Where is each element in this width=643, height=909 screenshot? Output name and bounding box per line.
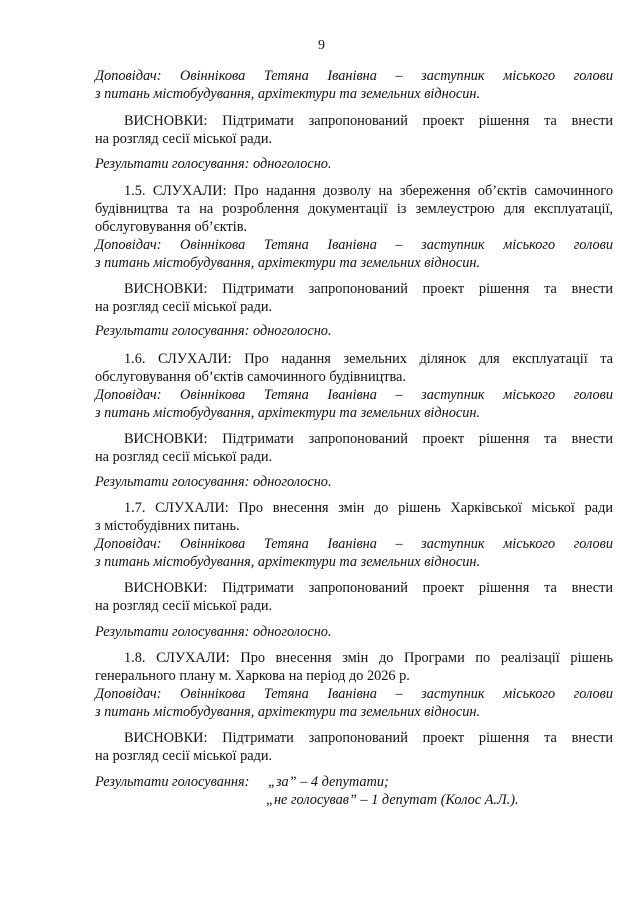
page-number: 9	[318, 38, 325, 53]
reporter-line-2: з питань містобудування, архітектури та земельних відносин.	[95, 86, 481, 102]
reporter-line-1: Доповідач: Овіннікова Тетяна Іванівна – заступник міського голови	[95, 536, 613, 552]
heard-1-6-line-2: обслуговування об’єктів самочинного будівництва.	[95, 369, 406, 385]
heard-1-8-line-1: 1.8. СЛУХАЛИ: Про внесення змін до Програми по реалізації рішень	[124, 650, 613, 666]
heard-1-6-line-1: 1.6. СЛУХАЛИ: Про надання земельних ділянок для експлуатації та	[124, 351, 613, 367]
reporter-line-1: Доповідач: Овіннікова Тетяна Іванівна – заступник міського голови	[95, 686, 613, 702]
heard-1-5-line-2: будівництва та на розроблення документації із землеустрою для експлуатації,	[95, 201, 613, 217]
conclusion-line-1: ВИСНОВКИ: Підтримати запропонований проект рішення та внести	[124, 431, 613, 447]
vote-result: Результати голосування: одноголосно.	[95, 156, 332, 172]
vote-result: Результати голосування: одноголосно.	[95, 323, 332, 339]
conclusion-line-1: ВИСНОВКИ: Підтримати запропонований проект рішення та внести	[124, 730, 613, 746]
heard-1-7-line-1: 1.7. СЛУХАЛИ: Про внесення змін до рішень Харківської міської ради	[124, 500, 613, 516]
reporter-line-1: Доповідач: Овіннікова Тетяна Іванівна – заступник міського голови	[95, 387, 613, 403]
reporter-line-2: з питань містобудування, архітектури та земельних відносин.	[95, 405, 481, 421]
vote-result: Результати голосування: одноголосно.	[95, 624, 332, 640]
conclusion-line-2: на розгляд сесії міської ради.	[95, 299, 273, 315]
heard-1-5-line-3: обслуговування об’єктів.	[95, 219, 248, 235]
reporter-line-2: з питань містобудування, архітектури та земельних відносин.	[95, 704, 481, 720]
conclusion-line-2: на розгляд сесії міської ради.	[95, 131, 273, 147]
reporter-line-1: Доповідач: Овіннікова Тетяна Іванівна – заступник міського голови	[95, 68, 613, 84]
conclusion-line-1: ВИСНОВКИ: Підтримати запропонований проект рішення та внести	[124, 580, 613, 596]
final-vote-for: „за” – 4 депутати;	[268, 774, 389, 790]
reporter-line-1: Доповідач: Овіннікова Тетяна Іванівна – заступник міського голови	[95, 237, 613, 253]
heard-1-7-line-2: з містобудівних питань.	[95, 518, 240, 534]
reporter-line-2: з питань містобудування, архітектури та земельних відносин.	[95, 255, 481, 271]
conclusion-line-2: на розгляд сесії міської ради.	[95, 598, 273, 614]
vote-result: Результати голосування: одноголосно.	[95, 474, 332, 490]
conclusion-line-1: ВИСНОВКИ: Підтримати запропонований проект рішення та внести	[124, 281, 613, 297]
final-vote-not-voted: „не голосував” – 1 депутат (Колос А.Л.).	[266, 792, 519, 808]
heard-1-5-line-1: 1.5. СЛУХАЛИ: Про надання дозволу на збереження об’єктів самочинного	[124, 183, 613, 199]
reporter-line-2: з питань містобудування, архітектури та земельних відносин.	[95, 554, 481, 570]
conclusion-line-2: на розгляд сесії міської ради.	[95, 748, 273, 764]
heard-1-8-line-2: генерального плану м. Харкова на період до 2026 р.	[95, 668, 410, 684]
conclusion-line-1: ВИСНОВКИ: Підтримати запропонований проект рішення та внести	[124, 113, 613, 129]
conclusion-line-2: на розгляд сесії міської ради.	[95, 449, 273, 465]
final-vote-label: Результати голосування:	[95, 774, 250, 790]
